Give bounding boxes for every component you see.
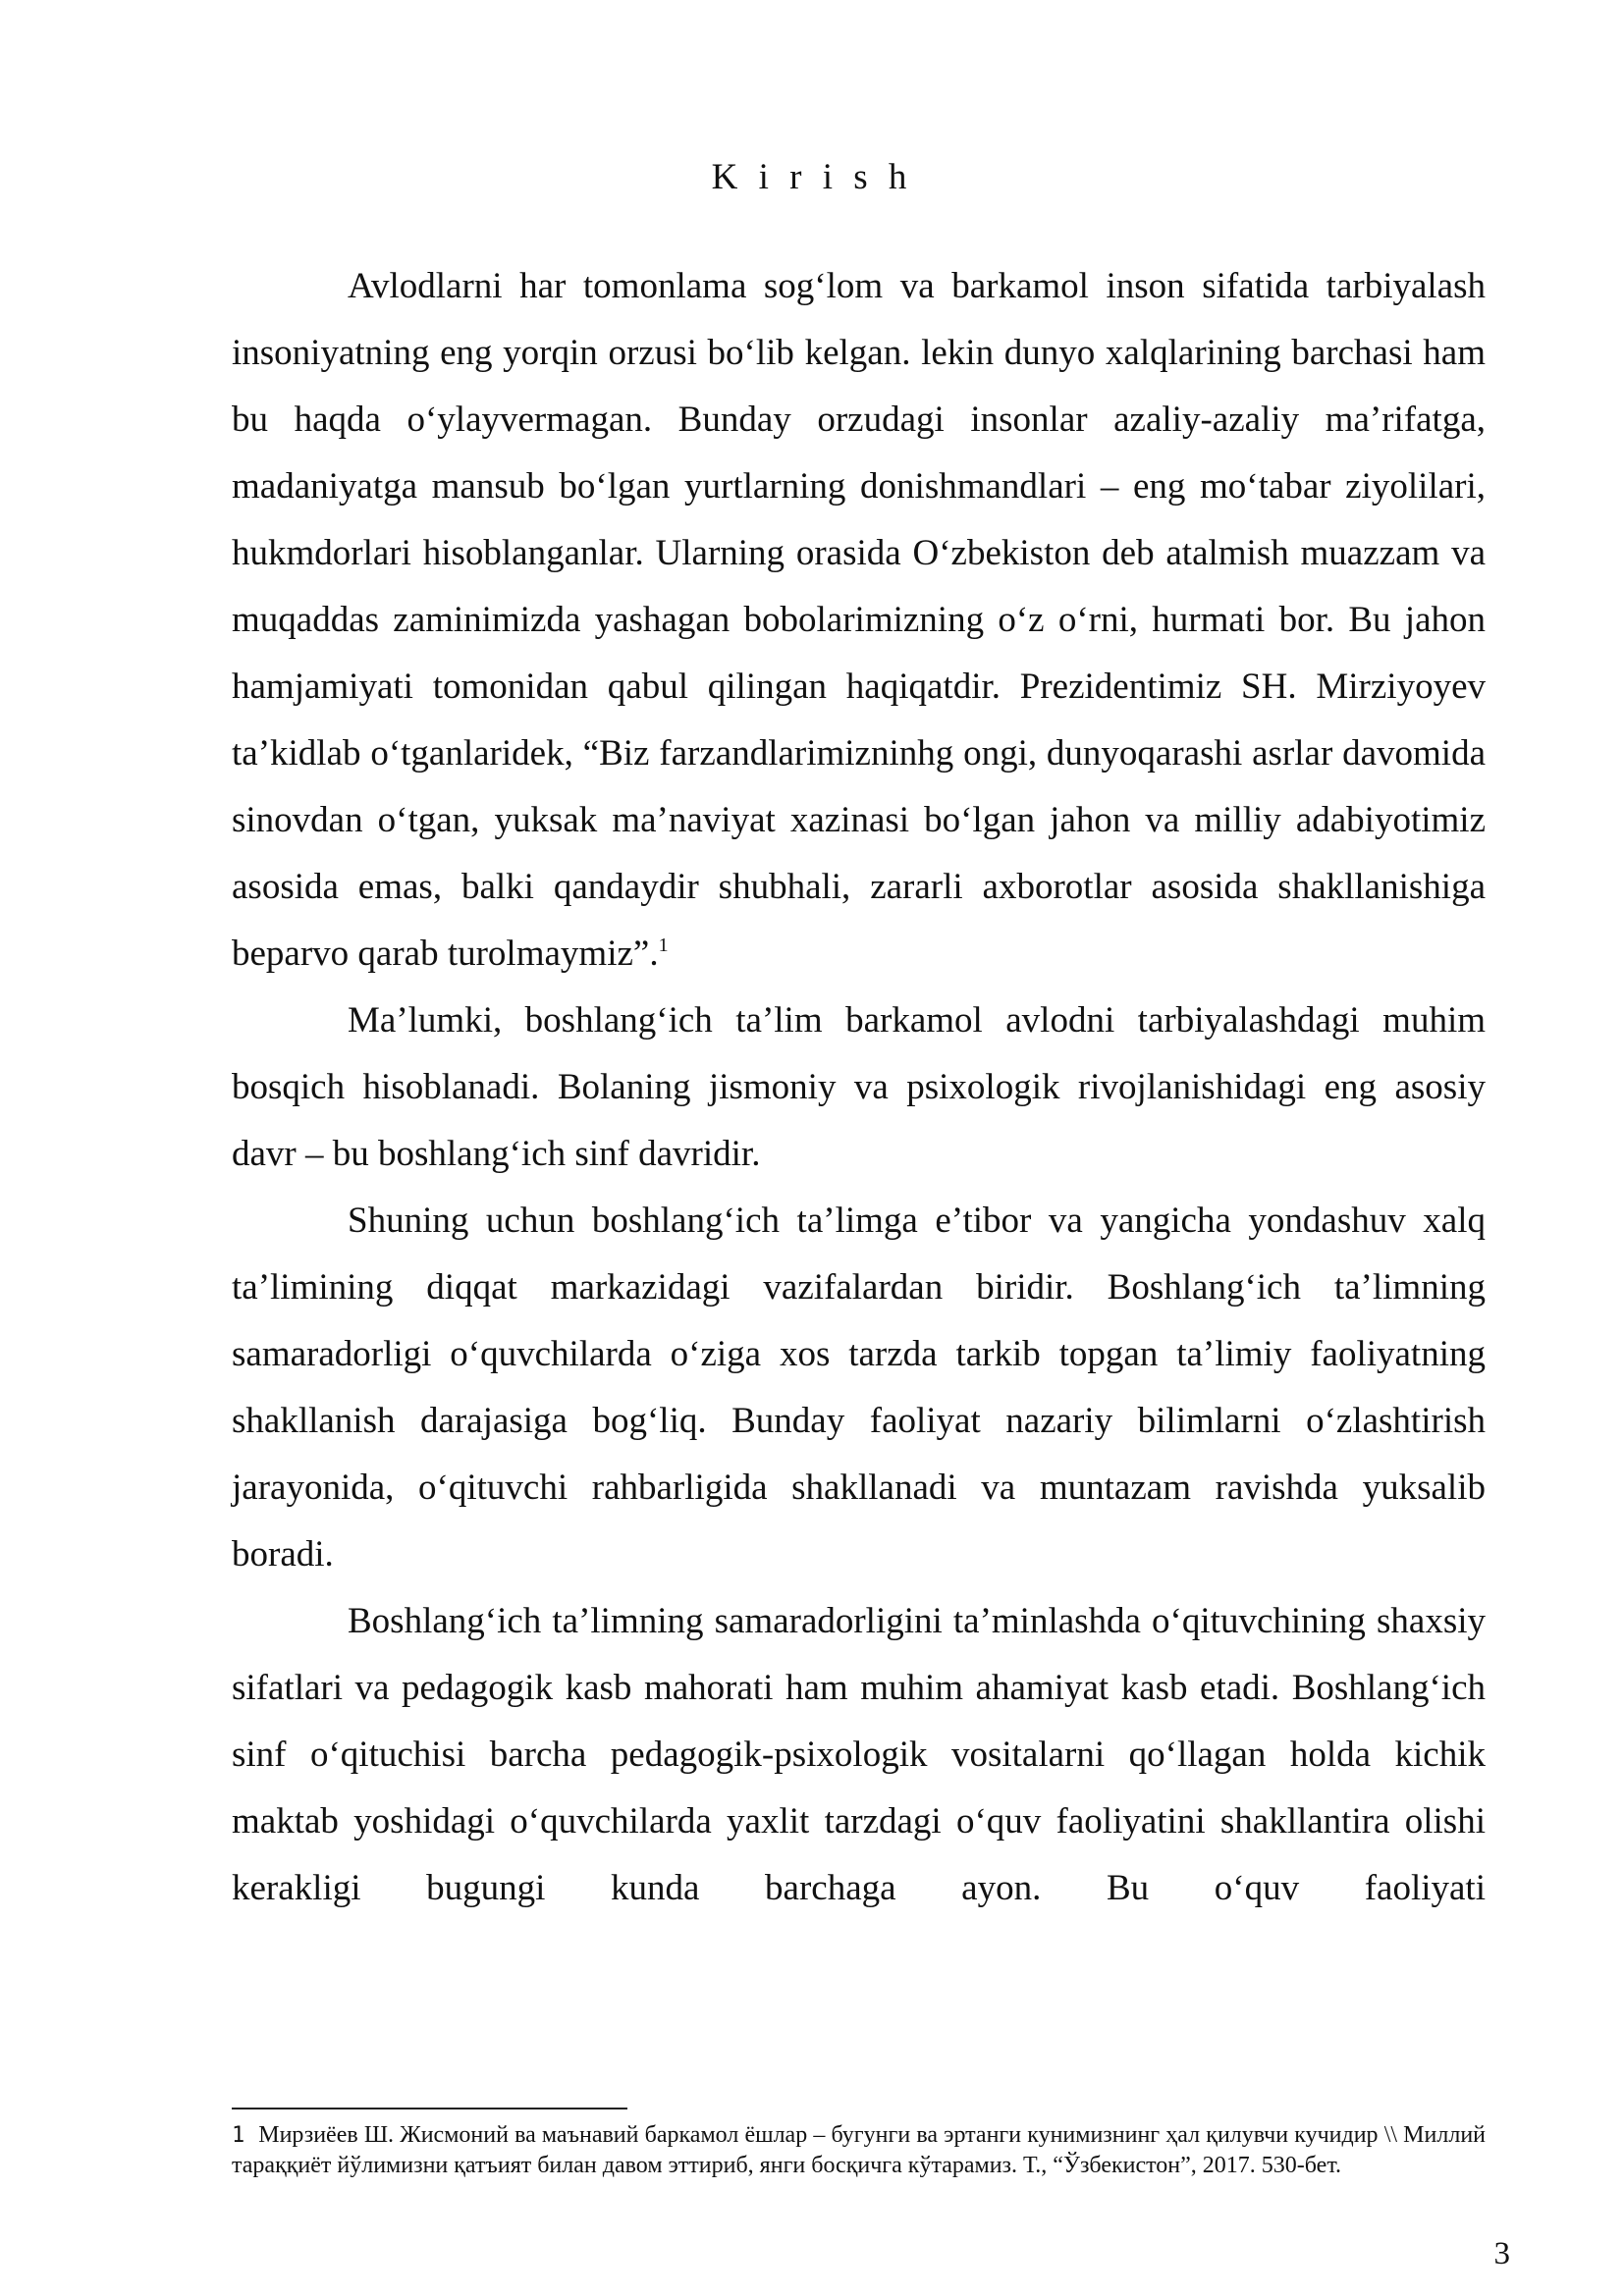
body-text [232,253,1486,1922]
paragraph-1 [232,253,1486,988]
page-title: K i r i s h [711,157,913,197]
paragraph-4: Boshlang‘ich ta’limning samaradorligini ta’minlashda o‘qituvchining shaxsiy sifatlari va pedagogik kasb mahorati ham muhim ahamiyat kasb etadi. Boshlang‘ich sinf o‘qituchisi barcha pedagogik-psixologik vositalarni qo‘llagan holda kichik maktab yoshidagi o‘quvchilarda yaxlit tarzdagi o‘quv faoliyatini shakllantira olishi kerakligi bugungi kunda barchaga ayon. Bu o‘quv faoliyati [232,1601,1486,1908]
footnote-separator [232,2108,627,2109]
footnote-text: Мирзиёев Ш. Жисмоний ва маънавий баркамол ёшлар – бугунги ва эртанги кунимизнинг ҳал қилувчи кучидир \\ Миллий тараққиёт йўлимизни қатъият билан давом эттириб, янги босқичга кўтарамиз. Т., “Ўзбекистон”, 2017. 530-бет. [232,2122,1486,2178]
paragraph-2: Ma’lumki, boshlang‘ich ta’lim barkamol avlodni tarbiyalashdagi muhim bosqich hisoblanadi. Bolaning jismoniy va psixologik rivojlanishidagi eng asosiy davr – bu boshlang‘ich sinf davridir. [232,1000,1486,1174]
footnote [232,2120,1486,2180]
paragraph-3: Shuning uchun boshlang‘ich ta’limga e’tibor va yangicha yondashuv xalq ta’limining diqqat markazidagi vazifalardan biridir. Boshlang‘ich ta’limning samaradorligi o‘quvchilarda o‘ziga xos tarzda tarkib topgan ta’limiy faoliyatning shakllanish darajasiga bog‘liq. Bunday faoliyat nazariy bilimlarni o‘zlashtirish jarayonida, o‘qituvchi rahbarligida shakllanadi va muntazam ravishda yuksalib boradi. [232,1201,1486,1575]
page-number: 3 [1493,2236,1510,2271]
paragraph-1-text: Avlodlarni har tomonlama sog‘lom va barkamol inson sifatida tarbiyalash insoniyatning eng yorqin orzusi bo‘lib kelgan. lekin dunyo xalqlarining barchasi ham bu haqda o‘ylayvermagan. Bunday orzudagi insonlar azaliy-azaliy ma’rifatga, madaniyatga mansub bo‘lgan yurtlarning donishmandlari – eng mo‘tabar ziyolilari, hukmdorlari hisoblanganlar. Ularning orasida O‘zbekiston deb atalmish muazzam va muqaddas zaminimizda yashagan bobolarimizning o‘z o‘rni, hurmati bor. Bu jahon hamjamiyati tomonidan qabul qilingan haqiqatdir. Prezidentimiz SH. Mirziyoyev ta’kidlab o‘tganlaridek, “Biz farzandlarimizninhg ongi, dunyoqarashi asrlar davomida sinovdan o‘tgan, yuksak ma’naviyat xazinasi bo‘lgan jahon va milliy adabiyotimiz asosida emas, balki qandaydir shubhali, zararli axborotlar asosida shakllanishiga beparvo qarab turolmaymiz”. [232,266,1486,974]
footnote-reference[interactable]: 1 [658,934,669,956]
footnote-number: 1 [232,2123,245,2148]
